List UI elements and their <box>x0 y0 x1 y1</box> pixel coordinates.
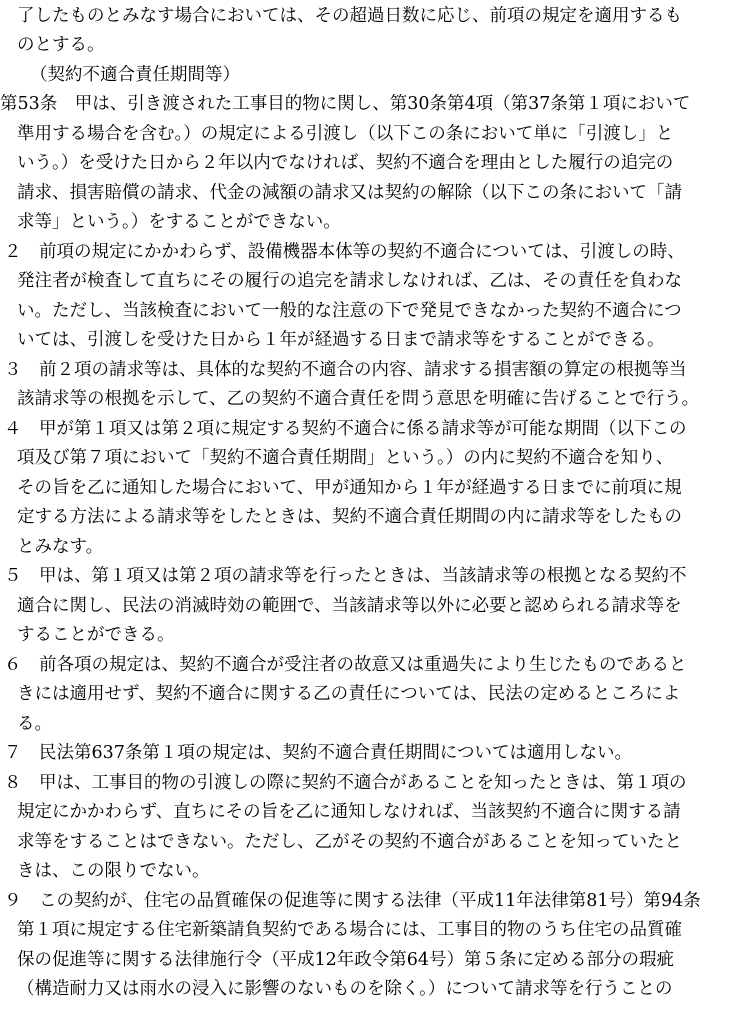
paragraph-4-line: ４ 甲が第１項又は第２項に規定する契約不適合に係る請求等が可能な期間（以下この <box>4 419 687 439</box>
article-heading-line: 第53条 甲は、引き渡された工事目的物に関し、第30条第4項（第37条第１項において <box>0 94 691 114</box>
text-line: 適合に関し、民法の消滅時効の範囲で、当該請求等以外に必要と認められる請求等を <box>17 596 682 616</box>
text-line: きは、この限りでない。 <box>17 861 210 881</box>
text-line: 求等」という。）をすることができない。 <box>17 212 341 232</box>
text-line: 求等をすることはできない。ただし、乙がその契約不適合があることを知っていたと <box>17 832 682 852</box>
text-line: 請求、損害賠償の請求、代金の減額の請求又は契約の解除（以下この条において「請 <box>17 183 682 203</box>
text-line: 保の促進等に関する法律施行令（平成12年政令第64号）第５条に定める部分の瑕疵 <box>17 950 675 970</box>
paragraph-7-line: ７ 民法第637条第１項の規定は、契約不適合責任期間については適用しない。 <box>4 743 633 763</box>
text-line: 了したものとみなす場合においては、その超過日数に応じ、前項の規定を適用するも <box>17 6 682 26</box>
paragraph-8-line: ８ 甲は、工事目的物の引渡しの際に契約不適合があることを知ったときは、第１項の <box>4 773 687 793</box>
text-line: 該請求等の根拠を示して、乙の契約不適合責任を問う意思を明確に告げることで行う。 <box>17 389 700 409</box>
paragraph-3-line: ３ 前２項の請求等は、具体的な契約不適合の内容、請求する損害額の算定の根拠等当 <box>4 360 687 380</box>
text-line: 項及び第７項において「契約不適合責任期間」という。）の内に契約不適合を知り、 <box>17 448 674 468</box>
paragraph-5-line: ５ 甲は、第１項又は第２項の請求等を行ったときは、当該請求等の根拠となる契約不 <box>4 566 687 586</box>
text-line: 準用する場合を含む。）の規定による引渡し（以下この条において単に「引渡し」と <box>17 124 674 144</box>
text-line: 定する方法による請求等をしたときは、契約不適合責任期間の内に請求等をしたもの <box>17 507 682 527</box>
text-line: い。ただし、当該検査において一般的な注意の下で発見できなかった契約不適合につ <box>17 301 682 321</box>
text-line: （構造耐力又は雨水の浸入に影響のないものを除く。）について請求等を行うことの <box>17 979 673 999</box>
text-line: 規定にかかわらず、直ちにその旨を乙に通知しなければ、当該契約不適合に関する請 <box>17 802 681 822</box>
paragraph-9-line: ９ この契約が、住宅の品質確保の促進等に関する法律（平成11年法律第81号）第94条 <box>4 891 701 911</box>
text-line: のとする。 <box>17 35 105 55</box>
paragraph-2-line: ２ 前項の規定にかかわらず、設備機器本体等の契約不適合については、引渡しの時、 <box>4 242 685 262</box>
text-line: る。 <box>17 714 52 734</box>
text-line: とみなす。 <box>17 537 104 557</box>
text-line: 第１項に規定する住宅新築請負契約である場合には、工事目的物のうち住宅の品質確 <box>17 920 682 940</box>
text-line: いては、引渡しを受けた日から１年が経過する日まで請求等をすることができる。 <box>17 330 665 350</box>
text-line: その旨を乙に通知した場合において、甲が通知から１年が経過する日までに前項に規 <box>17 478 682 498</box>
section-caption: （契約不適合責任期間等） <box>30 65 240 85</box>
paragraph-6-line: ６ 前各項の規定は、契約不適合が受注者の故意又は重過失により生じたものであると <box>4 655 687 675</box>
text-line: いう。）を受けた日から２年以内でなければ、契約不適合を理由とした履行の追完の <box>17 153 674 173</box>
text-line: 発注者が検査して直ちにその履行の追完を請求しなければ、乙は、その責任を負わな <box>17 271 682 291</box>
text-line: することができる。 <box>17 625 175 645</box>
text-line: きには適用せず、契約不適合に関する乙の責任については、民法の定めるところによ <box>17 684 681 704</box>
